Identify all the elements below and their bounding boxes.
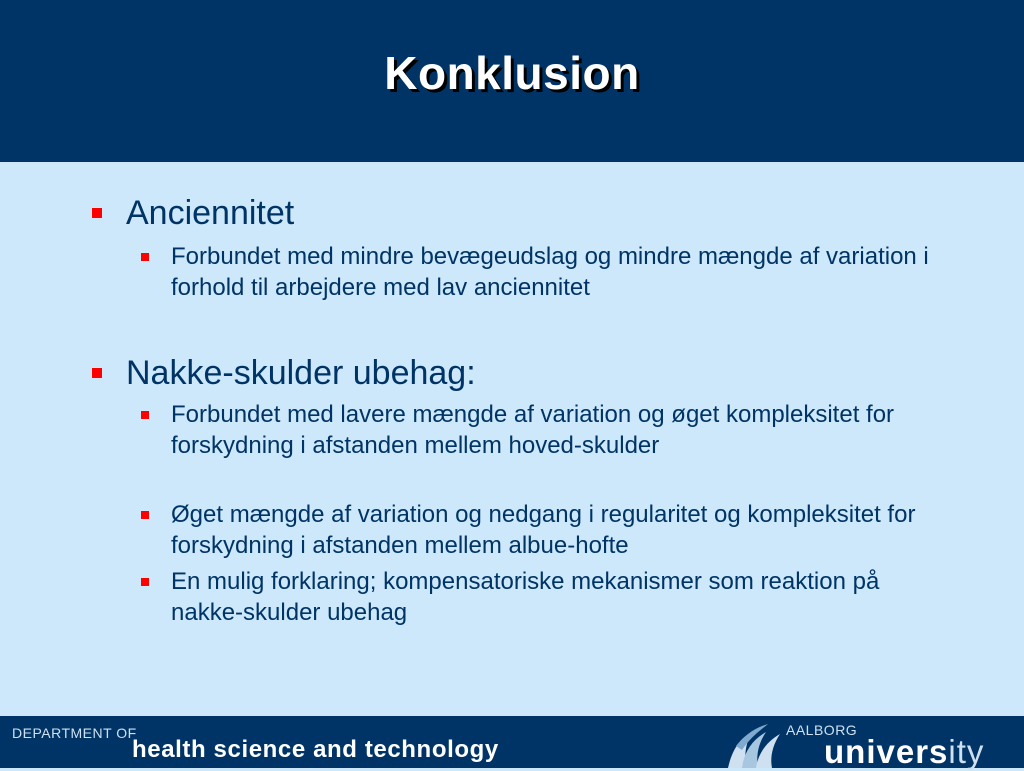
university-name-bold: univers <box>824 733 949 770</box>
sub-bullet-point: Øget mængde af variation og nedgang i regularitet og kompleksitet for forskydning i afstanden mellem albue-hofte <box>171 501 916 559</box>
slide-title: Konklusion <box>384 47 640 99</box>
bullet-point-anciennitet: Anciennitet <box>126 194 295 232</box>
sub-bullet-icon <box>141 578 149 586</box>
slide-header <box>0 0 1024 162</box>
university-prefix: AALBORG <box>786 722 858 738</box>
slide-footer <box>0 716 1024 768</box>
department-name: health science and technology <box>132 736 499 763</box>
department-prefix: DEPARTMENT OF <box>12 725 137 741</box>
slide-content <box>0 162 1024 716</box>
sub-bullet-point: Forbundet med mindre bevægeudslag og mindre mængde af variation i forhold til arbejdere med lav anciennitet <box>171 243 929 301</box>
sub-bullet-point: Forbundet med lavere mængde af variation og øget kompleksitet for forskydning i afstanden mellem hoved-skulder <box>171 401 895 459</box>
bullet-icon <box>92 208 102 218</box>
sub-bullet-icon <box>141 253 149 261</box>
aau-wave-logo-icon <box>722 716 784 768</box>
university-name <box>824 733 984 771</box>
university-name-thin: ity <box>948 733 985 770</box>
sub-bullet-point: En mulig forklaring; kompensatoriske mekanismer som reaktion på nakke-skulder ubehag <box>171 568 880 626</box>
sub-bullet-icon <box>141 511 149 519</box>
bullet-point-nakke-skulder: Nakke-skulder ubehag: <box>126 354 476 392</box>
bullet-icon <box>92 368 102 378</box>
sub-bullet-icon <box>141 411 149 419</box>
